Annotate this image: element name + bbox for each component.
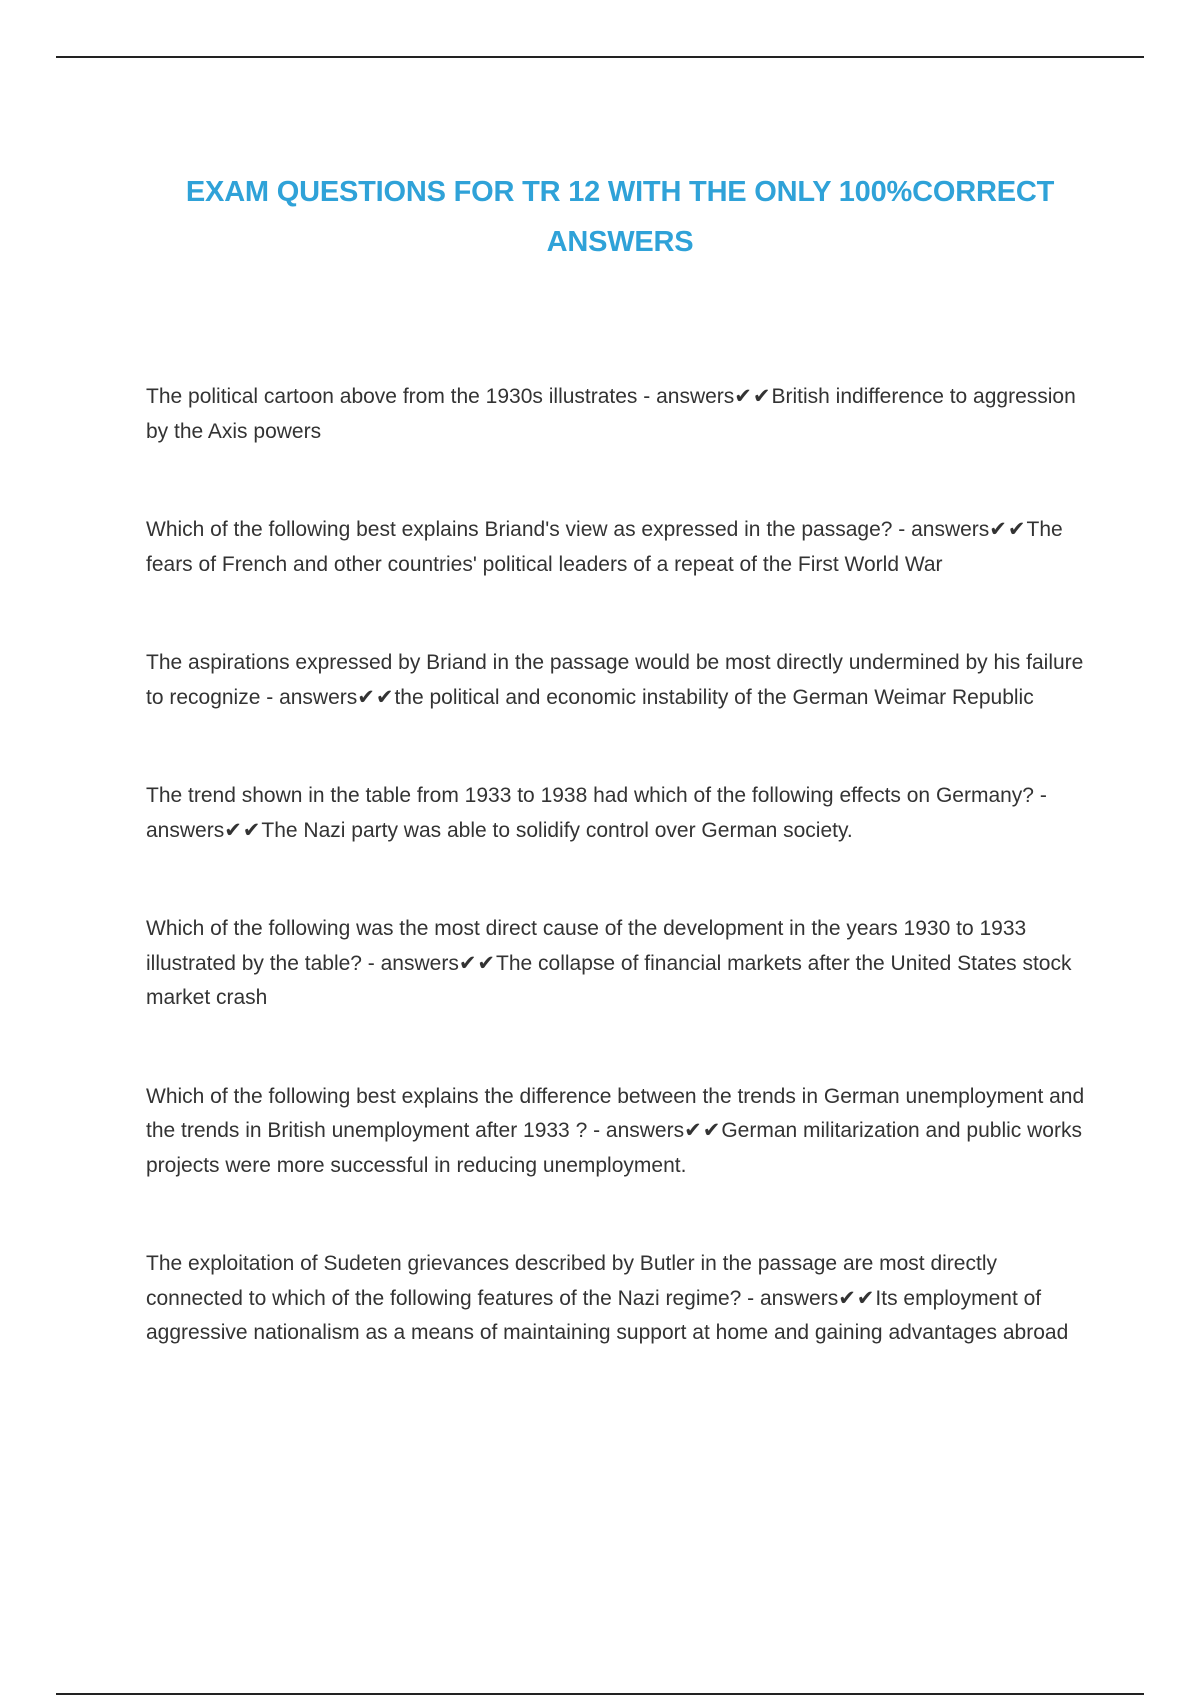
answer-separator: - answers xyxy=(892,518,990,541)
qa-item xyxy=(146,646,1086,715)
answer-separator: - answers xyxy=(587,1119,685,1142)
qa-list xyxy=(146,380,1086,1351)
bottom-rule xyxy=(56,1693,1144,1695)
qa-item xyxy=(146,513,1086,582)
answer-text: German militarization and public works projects were more successful in reducing unemployment. xyxy=(146,1119,1082,1177)
answer-separator: - answers xyxy=(361,951,459,975)
answer-separator: - answers xyxy=(741,1286,839,1310)
answer-separator: - answers xyxy=(260,685,358,709)
answer-separator: - answers xyxy=(637,385,735,408)
qa-item xyxy=(146,1080,1086,1184)
question-text: The political cartoon above from the 1930s illustrates xyxy=(146,385,638,408)
question-text: The aspirations expressed by Briand in the passage would be most directly undermined by his failure to recognize xyxy=(146,651,1084,709)
answer-text: The collapse of financial markets after the United States stock market crash xyxy=(146,951,1072,1009)
qa-item xyxy=(146,380,1086,449)
answer-text: British indifference to aggression by the Axis powers xyxy=(146,385,1076,443)
document-title: EXAM QUESTIONS FOR TR 12 WITH THE ONLY 100%CORRECT ANSWERS xyxy=(185,176,1055,259)
check-marks-icon: ✔✔ xyxy=(684,1119,722,1142)
check-marks-icon: ✔✔ xyxy=(734,385,772,408)
qa-item xyxy=(146,779,1086,848)
question-text: Which of the following was the most direct cause of the development in the years 1930 to 1933 illustrated by the table? xyxy=(146,917,1027,975)
top-rule xyxy=(56,56,1144,58)
answer-text: The fears of French and other countries' political leaders of a repeat of the First World War xyxy=(146,518,1063,576)
answer-separator: - answers xyxy=(146,784,1047,842)
question-text: The exploitation of Sudeten grievances described by Butler in the passage are most directly connected to which of the following features of the Nazi regime? xyxy=(146,1252,997,1310)
qa-item xyxy=(146,912,1086,1016)
answer-text: The Nazi party was able to solidify control over German society. xyxy=(261,818,853,842)
check-marks-icon: ✔✔ xyxy=(357,685,395,709)
answer-text: Its employment of aggressive nationalism as a means of maintaining support at home and gaining advantages abroad xyxy=(146,1286,1069,1344)
question-text: Which of the following best explains the difference between the trends in German unemployment and the trends in British unemployment after 1933 ? xyxy=(146,1084,1085,1142)
check-marks-icon: ✔✔ xyxy=(838,1286,876,1310)
qa-item xyxy=(146,1247,1086,1351)
check-marks-icon: ✔✔ xyxy=(989,518,1027,541)
check-marks-icon: ✔✔ xyxy=(224,818,262,842)
question-text: The trend shown in the table from 1933 to 1938 had which of the following effects on Germany? xyxy=(146,784,1034,807)
question-text: Which of the following best explains Briand's view as expressed in the passage? xyxy=(146,518,893,541)
check-marks-icon: ✔✔ xyxy=(458,951,497,975)
answer-text: the political and economic instability of the German Weimar Republic xyxy=(394,685,1034,709)
